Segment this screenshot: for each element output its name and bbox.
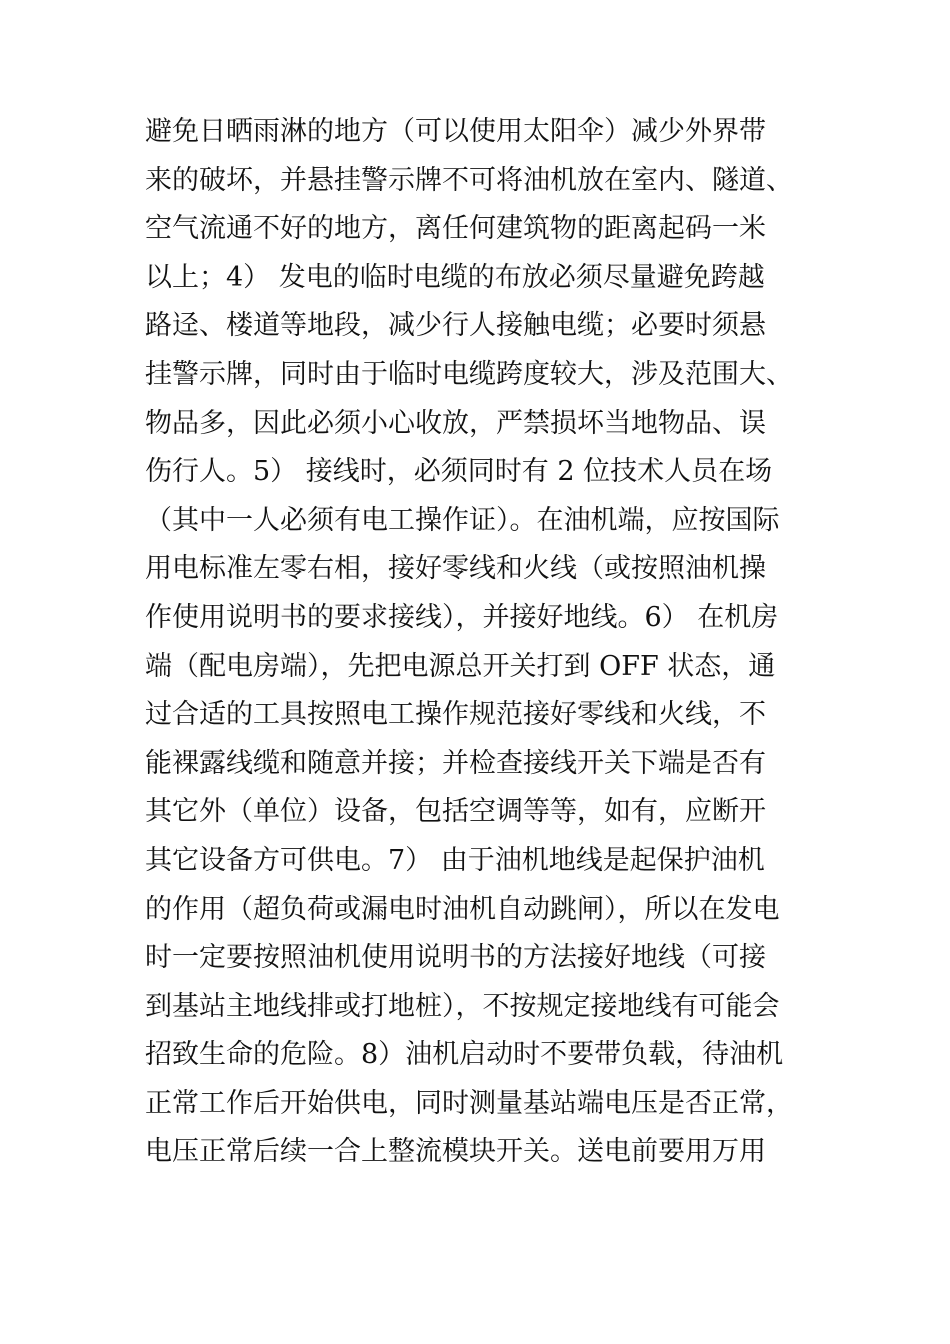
text-line: 其它设备方可供电。7） 由于油机地线是起保护油机	[145, 844, 765, 876]
text-line: 电压正常后续一合上整流模块开关。送电前要用万用	[145, 1136, 766, 1168]
text-line: 以上；4） 发电的临时电缆的布放必须尽量避免跨越	[145, 261, 765, 293]
text-line: 路迳、楼道等地段，减少行人接触电缆；必要时须悬	[145, 310, 766, 342]
text-line: 空气流通不好的地方，离任何建筑物的距离起码一米	[145, 213, 766, 245]
text-line: 避免日晒雨淋的地方（可以使用太阳伞）减少外界带	[145, 116, 766, 147]
text-line: 端（配电房端），先把电源总开关打到 OFF 状态，通	[145, 650, 776, 682]
text-line: 到基站主地线排或打地桩），不按规定接地线有可能会	[145, 990, 780, 1022]
text-line: 来的破坏，并悬挂警示牌不可将油机放在室内、隧道、	[145, 164, 793, 196]
text-line: 的作用（超负荷或漏电时油机自动跳闸），所以在发电	[145, 893, 780, 925]
text-line: 物品多，因此必须小心收放，严禁损坏当地物品、误	[145, 407, 766, 439]
text-line: 用电标准左零右相，接好零线和火线（或按照油机操	[145, 553, 766, 585]
text-line: 其它外（单位）设备，包括空调等等，如有，应断开	[145, 796, 766, 828]
text-line: 正常工作后开始供电，同时测量基站端电压是否正常，	[145, 1087, 793, 1119]
text-line: 作使用说明书的要求接线），并接好地线。6） 在机房	[145, 601, 779, 633]
text-line: 伤行人。5） 接线时，必须同时有 2 位技术人员在场	[145, 456, 773, 488]
text-line: （其中一人必须有电工操作证）。在油机端，应按国际	[145, 504, 780, 536]
text-line: 招致生命的危险。8）油机启动时不要带负载，待油机	[145, 1039, 784, 1071]
text-line: 挂警示牌，同时由于临时电缆跨度较大，涉及范围大、	[145, 358, 793, 390]
text-line: 能裸露线缆和随意并接；并检查接线开关下端是否有	[145, 747, 766, 779]
text-line: 过合适的工具按照电工操作规范接好零线和火线，不	[145, 699, 766, 731]
text-line: 时一定要按照油机使用说明书的方法接好地线（可接	[145, 942, 766, 974]
body-text	[145, 108, 815, 1177]
